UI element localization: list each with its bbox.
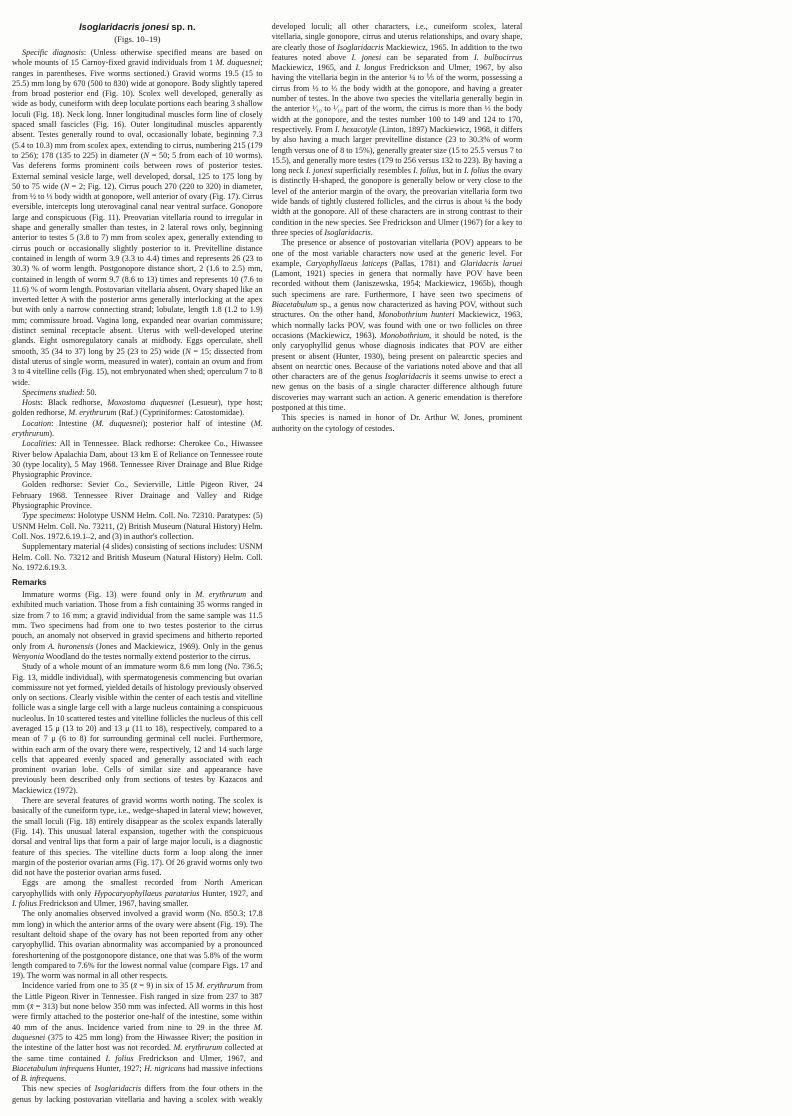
text-run: = 9) in six of 15 [137, 981, 196, 991]
text-run: (Pallas, 1781) and [387, 258, 461, 268]
figure-range [12, 34, 263, 44]
text-run: x̄ [29, 1002, 34, 1012]
text-run: I. longus [355, 63, 386, 73]
text-run: The presence or absence of postovarian vitellaria (POV) appears to be one of the most variable characters now used at the generic level. For example, [271, 238, 523, 268]
text-run: Caryophyllaeus laticeps [305, 258, 388, 268]
text-run: (Lesueur), type host; golden redhorse, [12, 398, 263, 418]
text-run: and exhibited much variation. Those from a fish containing 35 worms ranged in size from 7 to 16 mm; a gravid individual from the same sample was 11.5 mm. Two specimens had from one to two testes posterior to the cirrus pouch, an anomaly not observed in gravid specimens and hitherto reported only from [12, 590, 263, 651]
text-run: , but in [438, 166, 464, 176]
text-run: x̄ [133, 981, 138, 991]
text-run: M. erythrurum [195, 590, 247, 600]
text-run: . [64, 1074, 67, 1084]
text-run: can be separated from [381, 52, 474, 62]
text-run: sp. n. [168, 22, 196, 32]
text-run: Eggs are among the smallest recorded from North American caryophyllids with only [12, 878, 263, 898]
text-run: : 50. [82, 387, 97, 397]
text-run: (Figs. 10–19) [114, 34, 161, 44]
text-run: Specific diagnosis [22, 48, 84, 57]
text-run: = 2; Fig. 12). Cirrus pouch 270 (220 to 320) in diameter, from ½ to ⅓ body width at gonopore, well anterior of ovary (Fig. 17). Cirrus eversible, intercepts long uterovaginal canal near ventral surface. Gonopore large and conspicuous (Fig. 11). Preovarian vitellaria round to irregular in shape and generally smaller than testes, in 2 lateral rows only, beginning anterior to testes 5 (3.8 to 7) mm from scolex apex, generally extending to cirrus pouch or occasionally slightly posterior to it. Previtelline distance contained in length of worm 3.9 (3.3 to 4.4) times and represents 26 (23 to 30.3) % of worm length. Postgonopore distance short, 2 (1.6 to 2.5) mm, contained in length of worm 9.7 (8.6 to 13) times and represents 10 (7.6 to 11.6) % of worm length. Postovarian vitellaria absent. Ovary shaped like an inverted letter A with the posterior arms generally interlocking at the apex but with only a narrow connecting strand; lobulate, length 1.8 (1.2 to 1.9) mm; commissure broad. Vagina long, expanded near ovarian commissure; distinct seminal receptacle absent. Uterus with well-developed uterine glands. Eight osmoregulatory canals at midbody. Eggs operculate, shell smooth, 35 (34 to 37) long by 25 (23 to 25) wide ( [12, 181, 263, 356]
text-run: Location [22, 418, 52, 428]
location-paragraph [12, 419, 263, 440]
text-run: superficially resembles [332, 166, 414, 176]
incidence-paragraph [12, 981, 263, 1084]
text-run: ; ranges in parentheses. Five worms sectioned.) Gravid worms 19.5 (15 to 25.5) mm long by 670 (500 to 830) wide at gonopore. Body slightly tapered from broad posterior end (Fig. 10). Scolex well developed, generally as wide as body, cuneiform with deep loculate portions each bearing 3 shallow loculi (Fig. 18). Neck long. Inner longitudinal muscles form line of closely spaced small fascicles (Fig. 16). Outer longitudinal muscles apparently absent. Testes generally round to oval, occasionally lobate, beginning 7.3 (5.4 to 10.3) mm from scolex apex, extending to cirrus, numbering 215 (179 to 256); 178 (135 to 225) in diameter ( [12, 58, 263, 160]
article-body [12, 22, 782, 1106]
text-run: I. folius [105, 1053, 134, 1063]
text-run: : Intestine ( [51, 418, 96, 428]
text-run: Biacetabulum infrequens [12, 1063, 95, 1073]
text-run: Wenyonia [12, 651, 44, 661]
species-title [12, 22, 263, 33]
text-run: M. erythrurum [68, 408, 117, 418]
text-run: I. jonesi [306, 166, 333, 176]
text-run: = 313) but none below 350 mm was infected. All worms in this host were firmly attached to the posterior one-half of the intestine, some within 40 mm of the anus. Incidence varied from nine to 29 in the three [12, 1002, 263, 1032]
text-run: I. folius [463, 166, 490, 176]
text-run: There are several features of gravid worms worth noting. The scolex is basically of the cuneiform type, i.e., wedge-shaped in lateral view; however, the small loculi (Fig. 18) entirely disappear as the scolex expands laterally (Fig. 14). This unusual lateral expansion, together with the conspicuous dorsal and ventral lips that form a pair of large major loculi, is a diagnostic feature of this species. The vitelline ducts form a loop along the inner margin of the posterior ovarian arms (Fig. 17). Of 26 gravid worms only two did not have the posterior ovarian arms fused. [12, 796, 263, 878]
specific-diagnosis-paragraph [12, 48, 263, 388]
whole-mount-study-paragraph [12, 662, 263, 796]
text-run: collected at the same time contained [12, 1043, 263, 1063]
text-run: Monobothrium hunteri [378, 310, 455, 320]
text-run: = 15; dissected from distal uterus of single worm, measured in water), contain an ovum and from 3 to 4 vitelline cells (Fig. 15), not embryonated when shed; operculum 7 to 8 wide. [12, 346, 263, 387]
text-run: differs from the four others in the genus by lacking postovarian vitellaria and having a scolex with weakly developed loculi; all other characters, i.e., cuneiform scolex, lateral vitellaria, single gonopore, cirrus and uterus relationships, and ovary shape, are clearly those of [12, 22, 523, 1104]
text-run: B. infrequens [20, 1074, 65, 1084]
text-run: Isoglaridacris [384, 372, 432, 382]
text-run: Fredrickson and Ulmer, 1967, having smaller. [36, 899, 189, 909]
text-run: Monobothrium [380, 330, 430, 340]
text-run: : (Unless otherwise specified means are based on whole mounts of 15 Carnoy-fixed gravid individuals from 1 [12, 48, 263, 68]
text-run: Isoglaridacris jonesi [79, 22, 169, 32]
text-run: the ovary is distinctly H-shaped, the gonopore is generally below or very close to the level of the anterior margin of the ovary, the preovarian vitellaria form two wide bands of tightly clustered follicles, and the cirrus is about ¼ the body width at the gonopore. All of these characters are in strong contrast to their condition in the new species. See Fredrickson and Ulmer (1967) for a key to three species of [271, 166, 523, 237]
text-run: Immature worms (Fig. 13) were found only in [22, 590, 196, 600]
text-run: Fredrickson and Ulmer, 1967, and [133, 1053, 263, 1063]
text-run: Isoglaridacris [337, 42, 384, 52]
text-run: : Holotype USNM Helm. Coll. No. 72310. Paratypes: (5) USNM Helm. Coll. No. 73211, (2) British Museum (Natural History) Helm. Coll. Nos. 1972.6.19.1–2, and (3) in author's collection. [12, 511, 263, 541]
text-run: I. jonesi [351, 52, 382, 62]
text-run: ). [49, 428, 55, 438]
text-run: . [370, 227, 373, 237]
text-run: ); posterior half of intestine ( [142, 418, 254, 428]
text-run: sp., a genus now characterized as having POV, without such structures. On the other hand, [271, 300, 523, 320]
text-run: M. erythrurum [12, 418, 263, 438]
text-run: M. duquesnei [215, 58, 261, 68]
localities-paragraph [12, 439, 263, 480]
text-run: M. duquesnei [12, 1022, 263, 1042]
text-run: (Lamont, 1921) species in genera that normally have POV have been recorded without them (Janiszewska, 1954; Mackiewicz, 1965b), though such specimens are rare. Furthermore, I have seen two specimens of [271, 269, 523, 299]
text-run: (Linton, 1897) Mackiewicz, 1968, it differs by also having a much larger previtelline distance (23 to 30.3% of worm length versus one of 8 to 15%), generally greater size (15 to 25.5 versus 7 to 15.5), and generally more testes (179 to 256 versus 132 to 223). By having a long neck [271, 124, 523, 176]
text-run: it seems unwise to erect a new genus on the basis of a single character difference although future discoveries may warrant such an action. A generic emendation is therefore postponed at this time. [271, 372, 523, 412]
text-run: N [185, 346, 191, 356]
text-run: Mackiewicz, 1965, and [271, 63, 356, 73]
text-run: This species is named in honor of Dr. Arthur W. Jones, prominent authority on the cytology of cestodes. [271, 413, 523, 433]
text-run: M. erythrurum [195, 981, 245, 991]
hosts-paragraph [12, 398, 263, 419]
text-run: Hypocaryophyllaeus paratarius [94, 888, 200, 898]
text-run: Glaridacris laruei [460, 258, 523, 268]
text-run: Hunter, 1927, and [199, 888, 263, 898]
etymology-paragraph [272, 413, 523, 434]
text-run: A. huronensis [47, 641, 94, 651]
text-run: : Black redhorse, [40, 398, 108, 408]
remarks-heading [12, 578, 263, 588]
immature-worms-paragraph [12, 590, 263, 662]
text-run: Localities [22, 439, 55, 449]
supplementary-material-paragraph [12, 542, 263, 573]
text-run: from the Little Pigeon River in Tennessee. Fish ranged in size from 237 to 387 mm ( [12, 981, 263, 1012]
text-run: Study of a whole mount of an immature worm 8.6 mm long (No. 736.5; Fig. 13, middle individual), with spermatogenesis commencing but ovarian commissure not yet formed, yielded details of histology previously observed only on sections. Clearly visible within the center of each testis and vitelline follicle was a single large cell with a large nucleus containing a conspicuous nucleolus. In 10 scattered testes and vitelline follicles the nucleus of this cell averaged 15 μ (13 to 20) and 13 μ (11 to 18), respectively, compared to a mean of 7 μ (6 to 8) for surrounding germinal cell nuclei. Furthermore, within each arm of the ovary there were, respectively, 12 and 14 such large cells that appeared evenly spaced and generally associated with each prominent ovarian lobe. Cells of similar size and appearance have previously been described only from sections of testes by Kazacos and Mackiewicz (1972). [12, 662, 263, 795]
text-run: M. duquesnei [95, 418, 143, 428]
text-run: This new species of [22, 1084, 95, 1094]
text-run: , it should be noted, is the only caryophyllid genus whose diagnosis indicates that POV are either present or absent (Hunter, 1930), being present on palearctic species and absent on nearctic ones. Because of the variations noted above and that all other characters are of the genus [271, 330, 523, 382]
text-run: Mackiewicz, 1963, which normally lacks POV, was found with one or two follicles on three occasions (Mackiewicz, 1963). [271, 310, 523, 340]
text-run: I. bulbocirrus [473, 52, 523, 62]
specimens-studied-paragraph [12, 388, 263, 398]
text-run: I. hexacotyle [334, 124, 377, 134]
type-specimens-paragraph [12, 511, 263, 542]
text-run: Hunter, 1927; [94, 1063, 145, 1073]
text-run: (Raf.) (Cypriniformes: Catostomidae). [116, 408, 245, 418]
text-run: Type specimens [22, 511, 74, 521]
text-run: N [143, 150, 150, 160]
text-run: (375 to 425 mm long) from the Hiwassee River; the position in the intestine of the latter host was not recorded. [12, 1032, 263, 1053]
text-run: The only anomalies observed involved a gravid worm (No. 850.3; 17.8 mm long) in which the anterior arms of the ovary were absent (Fig. 19). The resultant deltoid shape of the ovary has not been reported from any other caryophyllid. This ovarian abnormality was accompanied by a pronounced foreshortening of the postgonopore distance, one that was 5.8% of the worm length compared to 7.6% for the lowest normal value (compare Figs. 17 and 19). The worm was normal in all other respects. [12, 909, 263, 981]
text-run: : All in Tennessee. Black redhorse: Cherokee Co., Hiwassee River below Apalachia Dam, about 13 km E of Reliance on Tennessee route 30 (type locality), 5 May 1968. Tennessee River Drainage and Blue Ridge Physiographic Province. [12, 439, 263, 480]
text-run: Fredrickson and Ulmer, 1967, by also having the vitellaria begin in the anterior ¼ to ⅕ of the worm, possessing a cirrus from ½ to ⅓ the body width at the gonopore, and having a greater number of testes. In the above two species the vitellaria generally begin in the anterior ¹⁄₁₀ to ¹⁄₁₈ part of the worm, the cirrus is more than ⅓ the body width at the gonopore, and the testes number 100 to 149 and 124 to 170, respectively. From [271, 63, 523, 134]
text-run: Remarks [12, 578, 47, 588]
anomalies-paragraph [12, 909, 263, 981]
text-run: N [63, 181, 70, 191]
text-run: Woodland do the testes normally extend posterior to the cirrus. [44, 651, 251, 661]
text-run: (Jones and Mackiewicz, 1969). Only in the genus [93, 641, 263, 651]
text-run: M. erythrurum [173, 1043, 223, 1053]
eggs-paragraph [12, 878, 263, 909]
text-run: I. folius [413, 166, 439, 176]
text-run: Mackiewicz, 1965. In addition to the two features noted above [271, 42, 523, 62]
gravid-features-paragraph [12, 796, 263, 878]
text-run: I. folius [12, 899, 37, 909]
golden-redhorse-paragraph [12, 480, 263, 511]
text-run: = 50; 5 from each of 10 worms). Vas deferens forms prominent coils between rows of posterior testes. External seminal vesicle large, well developed, dorsal, 125 to 175 long by 50 to 75 wide ( [12, 150, 263, 191]
text-run: Isoglaridacris [324, 227, 371, 237]
text-run: Supplementary material (4 slides) consisting of sections includes: USNM Helm. Coll. No. 73212 and British Museum (Natural History) Helm. Coll. No. 1972.6.19.3. [12, 542, 263, 572]
text-run: Hosts [22, 398, 41, 408]
text-run: Isoglaridacris [94, 1084, 142, 1094]
text-run: Specimens studied [22, 387, 83, 397]
pov-discussion-paragraph [272, 238, 523, 413]
text-run: Biacetabulum [271, 300, 318, 310]
text-run: Incidence varied from one to 35 ( [22, 981, 134, 991]
text-run: H. nigricans [144, 1063, 186, 1073]
paper-page [12, 22, 782, 1106]
text-run: had massive infections of [12, 1063, 263, 1084]
text-run: Moxostoma duquesnei [107, 398, 184, 408]
text-run: Golden redhorse: Sevier Co., Sevierville, Little Pigeon River, 24 February 1968. Tennessee River Drainage and Valley and Ridge Physiographic Province. [12, 480, 263, 511]
